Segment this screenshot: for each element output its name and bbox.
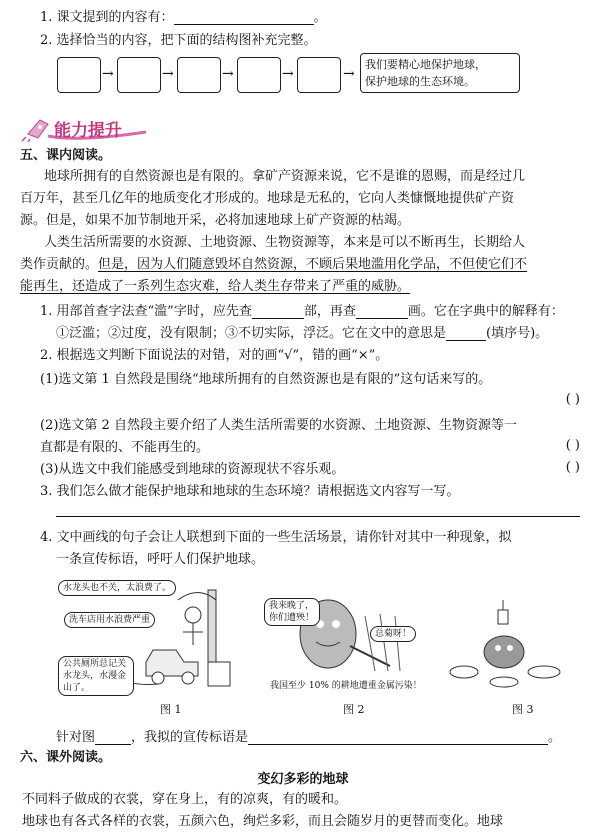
radical-blank[interactable] xyxy=(252,304,304,319)
question-1-line-2 xyxy=(56,324,548,344)
question-3: 3. 我们怎么做才能保护地球和地球的生态环境？请根据选文内容写一写。 xyxy=(40,484,460,499)
question-4: 4. 文中画线的句子会让人联想到下面的一些生活场景，请你针对其中一种现象，拟 xyxy=(40,530,512,545)
diagram-box-5[interactable] xyxy=(297,57,341,93)
judgement-2-cont: 直都是有限的、不能再生的。 xyxy=(40,440,210,455)
question-text: 画。它在字典中的解释有： xyxy=(407,304,564,319)
slogan-text: ，我拟的宣传标语是 xyxy=(131,730,249,745)
arrow-icon: → xyxy=(343,66,355,82)
figure-2-speech-bubble-2: 总菊呀！ xyxy=(370,626,416,642)
arrow-icon: → xyxy=(222,66,234,82)
reading-line: 地球也有各式各样的衣裳，五颜六色，绚烂多彩，而且会随岁月的更替而变化。地球 xyxy=(22,814,504,829)
figure-2-inline-caption: 我国至少 10% 的耕地遭重金属污染！ xyxy=(270,681,422,691)
slogan-end: 。 xyxy=(548,730,562,745)
slogan-line xyxy=(56,728,561,748)
diagram-box-2[interactable] xyxy=(117,57,161,93)
slogan-text: 针对图 xyxy=(56,730,96,745)
passage-text: 类作贡献的。 xyxy=(20,257,99,272)
figure-1-speech-bubble-2: 洗车店用水浪费严重 xyxy=(64,612,155,628)
section6-title: 六、课外阅读。 xyxy=(20,750,112,765)
figure-1-speech-bubble-1: 水龙头也不关，太浪费了。 xyxy=(58,580,176,596)
q1-line xyxy=(40,8,327,28)
figure-3 xyxy=(448,590,568,690)
q1-text: 1. 课文提到的内容有： xyxy=(40,10,174,25)
figure-1-caption: 图 1 xyxy=(160,703,182,716)
q1-end: 。 xyxy=(313,10,327,25)
final-box-line-2: 保护地球的生态环境。 xyxy=(365,75,475,88)
section5-title: 五、课内阅读。 xyxy=(20,148,112,163)
question-text: (填序号)。 xyxy=(486,326,549,341)
judgement-3: (3)从选文中我们能感受到地球的资源现状不容乐观。 xyxy=(40,462,345,477)
judgement-1-paren[interactable]: ( ) xyxy=(565,392,580,407)
judgement-1: (1)选文第 1 自然段是围绕“地球所拥有的自然资源也是有限的”这句话来写的。 xyxy=(40,372,492,387)
passage-line xyxy=(20,255,527,275)
diagram-box-3[interactable] xyxy=(177,57,221,93)
tree-stumps-illustration-icon xyxy=(448,590,568,690)
question-text: 部，再查 xyxy=(303,304,356,319)
question-2: 2. 根据选文判断下面说法的对错，对的画“√”，错的画“×”。 xyxy=(40,348,389,363)
question-3-answer-line[interactable] xyxy=(56,516,580,517)
passage-line: 地球所拥有的自然资源也是有限的。拿矿产资源来说，它不是谁的恩赐，而是经过几 xyxy=(44,169,526,184)
figure-2 xyxy=(250,586,426,696)
judgement-2-paren[interactable]: ( ) xyxy=(565,438,580,453)
q2-line: 2. 选择恰当的内容，把下面的结构图补充完整。 xyxy=(40,33,317,48)
figure-2-speech-bubble-1: 我来晚了，你们遭殃！ xyxy=(264,598,320,626)
arrow-icon: → xyxy=(282,66,294,82)
question-4-cont: 一条宣传标语，呼吁人们保护地球。 xyxy=(56,552,265,567)
question-1-line-1 xyxy=(40,302,564,322)
question-text: ①泛滥；②过度，没有限制；③不切实际，浮泛。它在文中的意思是 xyxy=(56,326,447,341)
passage-line: 源。但是，如果不加节制地开采，必将加速地球上矿产资源的枯竭。 xyxy=(20,213,411,228)
underlined-sentence: 能再生，还造成了一系列生态灾难，给人类生存带来了严重的威胁。 xyxy=(20,279,411,294)
underlined-sentence: 但是，因为人们随意毁坏自然资源，不顾后果地滥用化学品，不但使它们不 xyxy=(98,257,528,272)
figure-2-caption: 图 2 xyxy=(343,703,365,716)
judgement-3-paren[interactable]: ( ) xyxy=(565,460,580,475)
question-text: 1. 用部首查字法查“滥”字时，应先查 xyxy=(40,304,252,319)
banner-label: 能力提升 xyxy=(54,121,122,141)
reading-title: 变幻多彩的地球 xyxy=(257,772,349,787)
section-banner xyxy=(18,112,150,142)
passage-line: 百万年，甚至几亿年的地质变化才形成的。地球是无私的，它向人类慷慨地提供矿产资 xyxy=(20,191,515,206)
figure-3-caption: 图 3 xyxy=(512,703,534,716)
final-box-line-1: 我们要精心地保护地球， xyxy=(365,58,486,71)
figure-1-speech-bubble-3: 公共厕所总记关水龙头，水漫金山了。 xyxy=(58,656,134,696)
judgement-2: (2)选文第 2 自然段主要介绍了人类生活所需要的水资源、土地资源、生物资源等一 xyxy=(40,418,517,433)
reading-line: 不同料子做成的衣裳，穿在身上，有的凉爽，有的暖和。 xyxy=(22,792,348,807)
meaning-blank[interactable] xyxy=(446,326,486,341)
figure-1 xyxy=(58,580,234,698)
arrow-icon: → xyxy=(162,66,174,82)
arrow-icon: → xyxy=(102,66,114,82)
passage-line: 人类生活所需要的水资源、土地资源、生物资源等，本来是可以不断再生，长期给人 xyxy=(44,235,526,250)
diagram-final-box xyxy=(360,53,520,93)
diagram-box-1[interactable] xyxy=(57,57,101,93)
q1-answer-blank[interactable] xyxy=(174,10,314,25)
stroke-count-blank[interactable] xyxy=(356,304,408,319)
slogan-blank[interactable] xyxy=(248,730,548,745)
diagram-box-4[interactable] xyxy=(237,57,281,93)
figure-number-blank[interactable] xyxy=(95,730,131,745)
